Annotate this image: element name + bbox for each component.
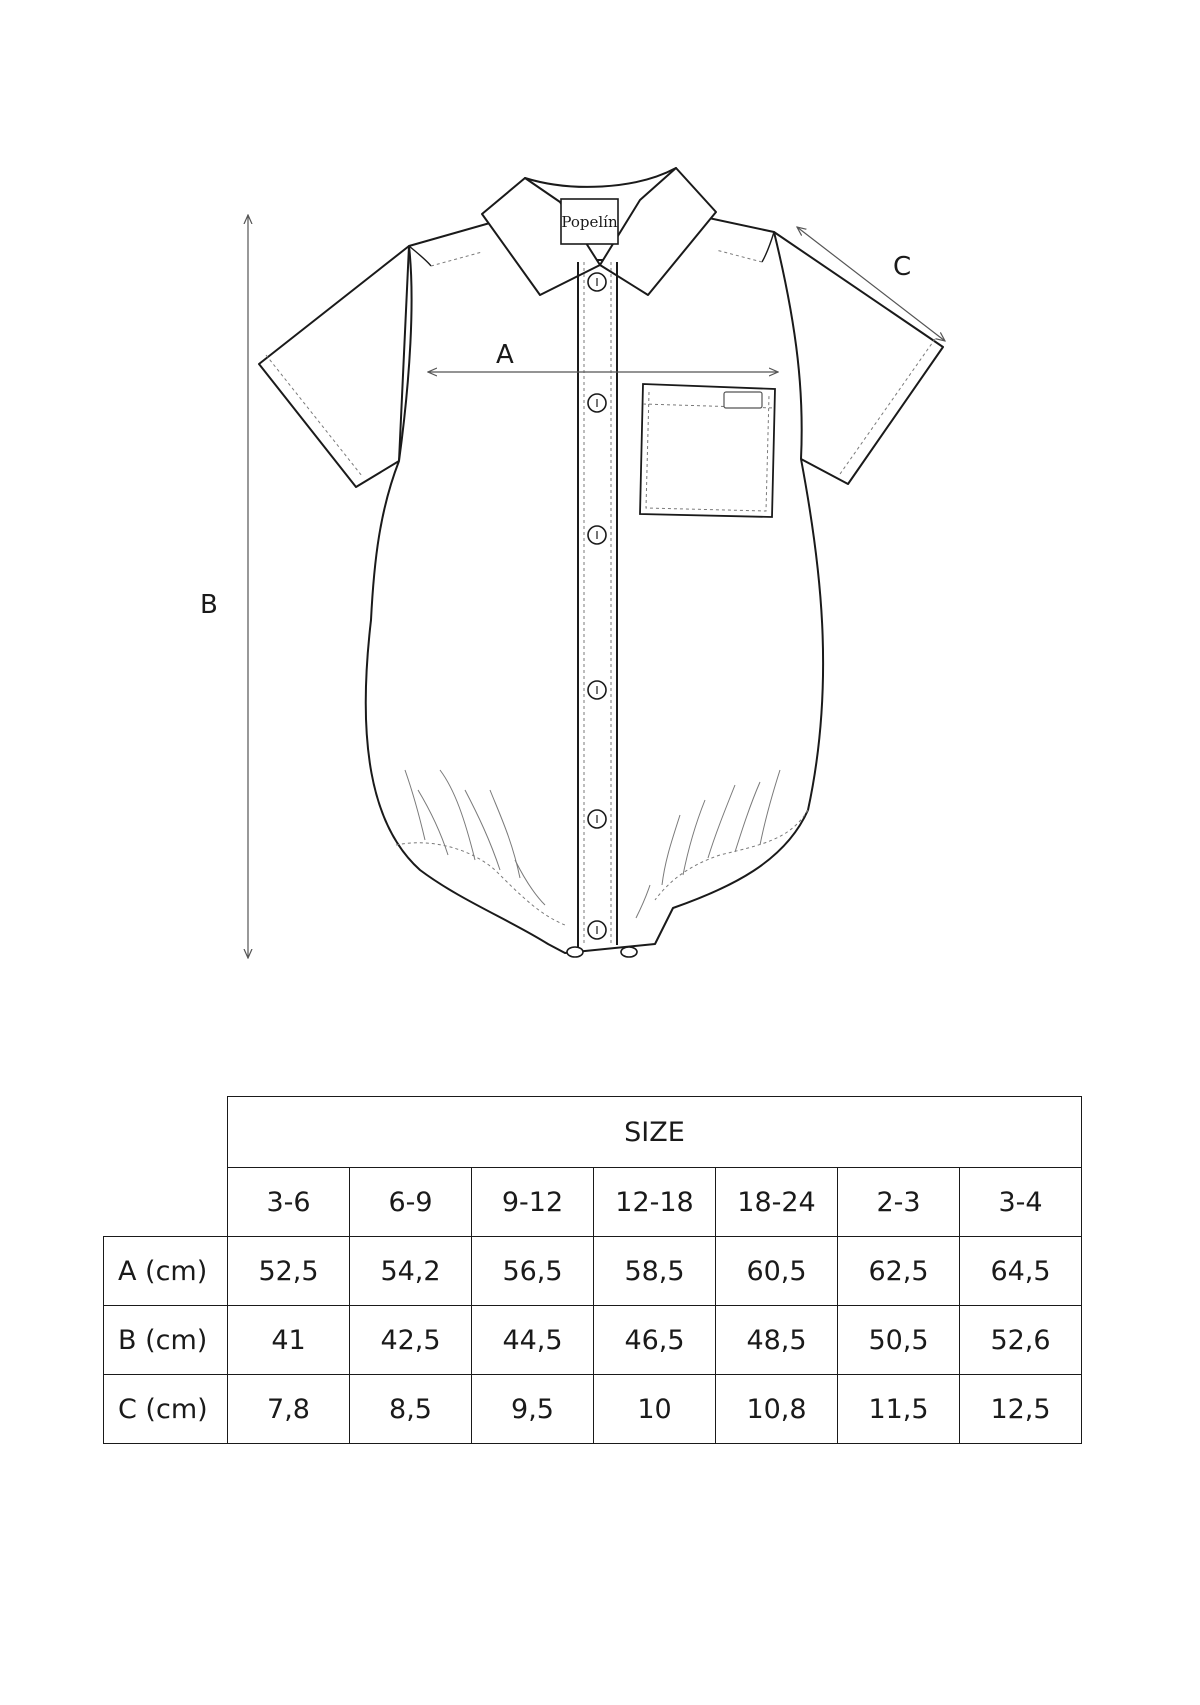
size-label: 3-4 <box>960 1168 1082 1237</box>
size-label: 6-9 <box>350 1168 472 1237</box>
table-cell: 60,5 <box>716 1237 838 1306</box>
table-cell: 10,8 <box>716 1375 838 1444</box>
size-label: 9-12 <box>472 1168 594 1237</box>
button <box>588 810 606 828</box>
table-cell: 50,5 <box>838 1306 960 1375</box>
table-cell: 12,5 <box>960 1375 1082 1444</box>
table-cell: 58,5 <box>594 1237 716 1306</box>
size-header-row <box>104 1097 1082 1168</box>
table-cell: 62,5 <box>838 1237 960 1306</box>
size-label: 18-24 <box>716 1168 838 1237</box>
corner-blank <box>104 1168 228 1237</box>
button <box>588 921 606 939</box>
button <box>588 526 606 544</box>
size-chart-table <box>103 1096 1082 1444</box>
table-row <box>104 1306 1082 1375</box>
table-cell: 56,5 <box>472 1237 594 1306</box>
table-cell: 8,5 <box>350 1375 472 1444</box>
table-cell: 52,6 <box>960 1306 1082 1375</box>
dimension-a-label: A <box>496 340 514 370</box>
size-title: SIZE <box>228 1097 1082 1168</box>
table-cell: 42,5 <box>350 1306 472 1375</box>
size-label: 3-6 <box>228 1168 350 1237</box>
table-cell: 41 <box>228 1306 350 1375</box>
table-cell: 44,5 <box>472 1306 594 1375</box>
table-cell: 52,5 <box>228 1237 350 1306</box>
row-label: C (cm) <box>104 1375 228 1444</box>
brand-tag <box>561 199 618 244</box>
table-cell: 11,5 <box>838 1375 960 1444</box>
chest-pocket <box>640 384 775 517</box>
button <box>588 273 606 291</box>
brand-label: Popelín <box>561 213 618 231</box>
dimension-c-label: C <box>893 252 912 282</box>
table-cell: 9,5 <box>472 1375 594 1444</box>
table-cell: 46,5 <box>594 1306 716 1375</box>
table-cell: 10 <box>594 1375 716 1444</box>
button <box>588 394 606 412</box>
table-row <box>104 1375 1082 1444</box>
dimension-b-label: B <box>200 590 218 620</box>
row-label: B (cm) <box>104 1306 228 1375</box>
button <box>588 681 606 699</box>
table-cell: 64,5 <box>960 1237 1082 1306</box>
corner-blank <box>104 1097 228 1168</box>
table-cell: 48,5 <box>716 1306 838 1375</box>
table-cell: 54,2 <box>350 1237 472 1306</box>
left-sleeve <box>259 246 409 487</box>
size-label: 2-3 <box>838 1168 960 1237</box>
body-panel <box>366 211 823 953</box>
table-row <box>104 1237 1082 1306</box>
table-cell: 7,8 <box>228 1375 350 1444</box>
size-labels-row <box>104 1168 1082 1237</box>
row-label: A (cm) <box>104 1237 228 1306</box>
size-label: 12-18 <box>594 1168 716 1237</box>
